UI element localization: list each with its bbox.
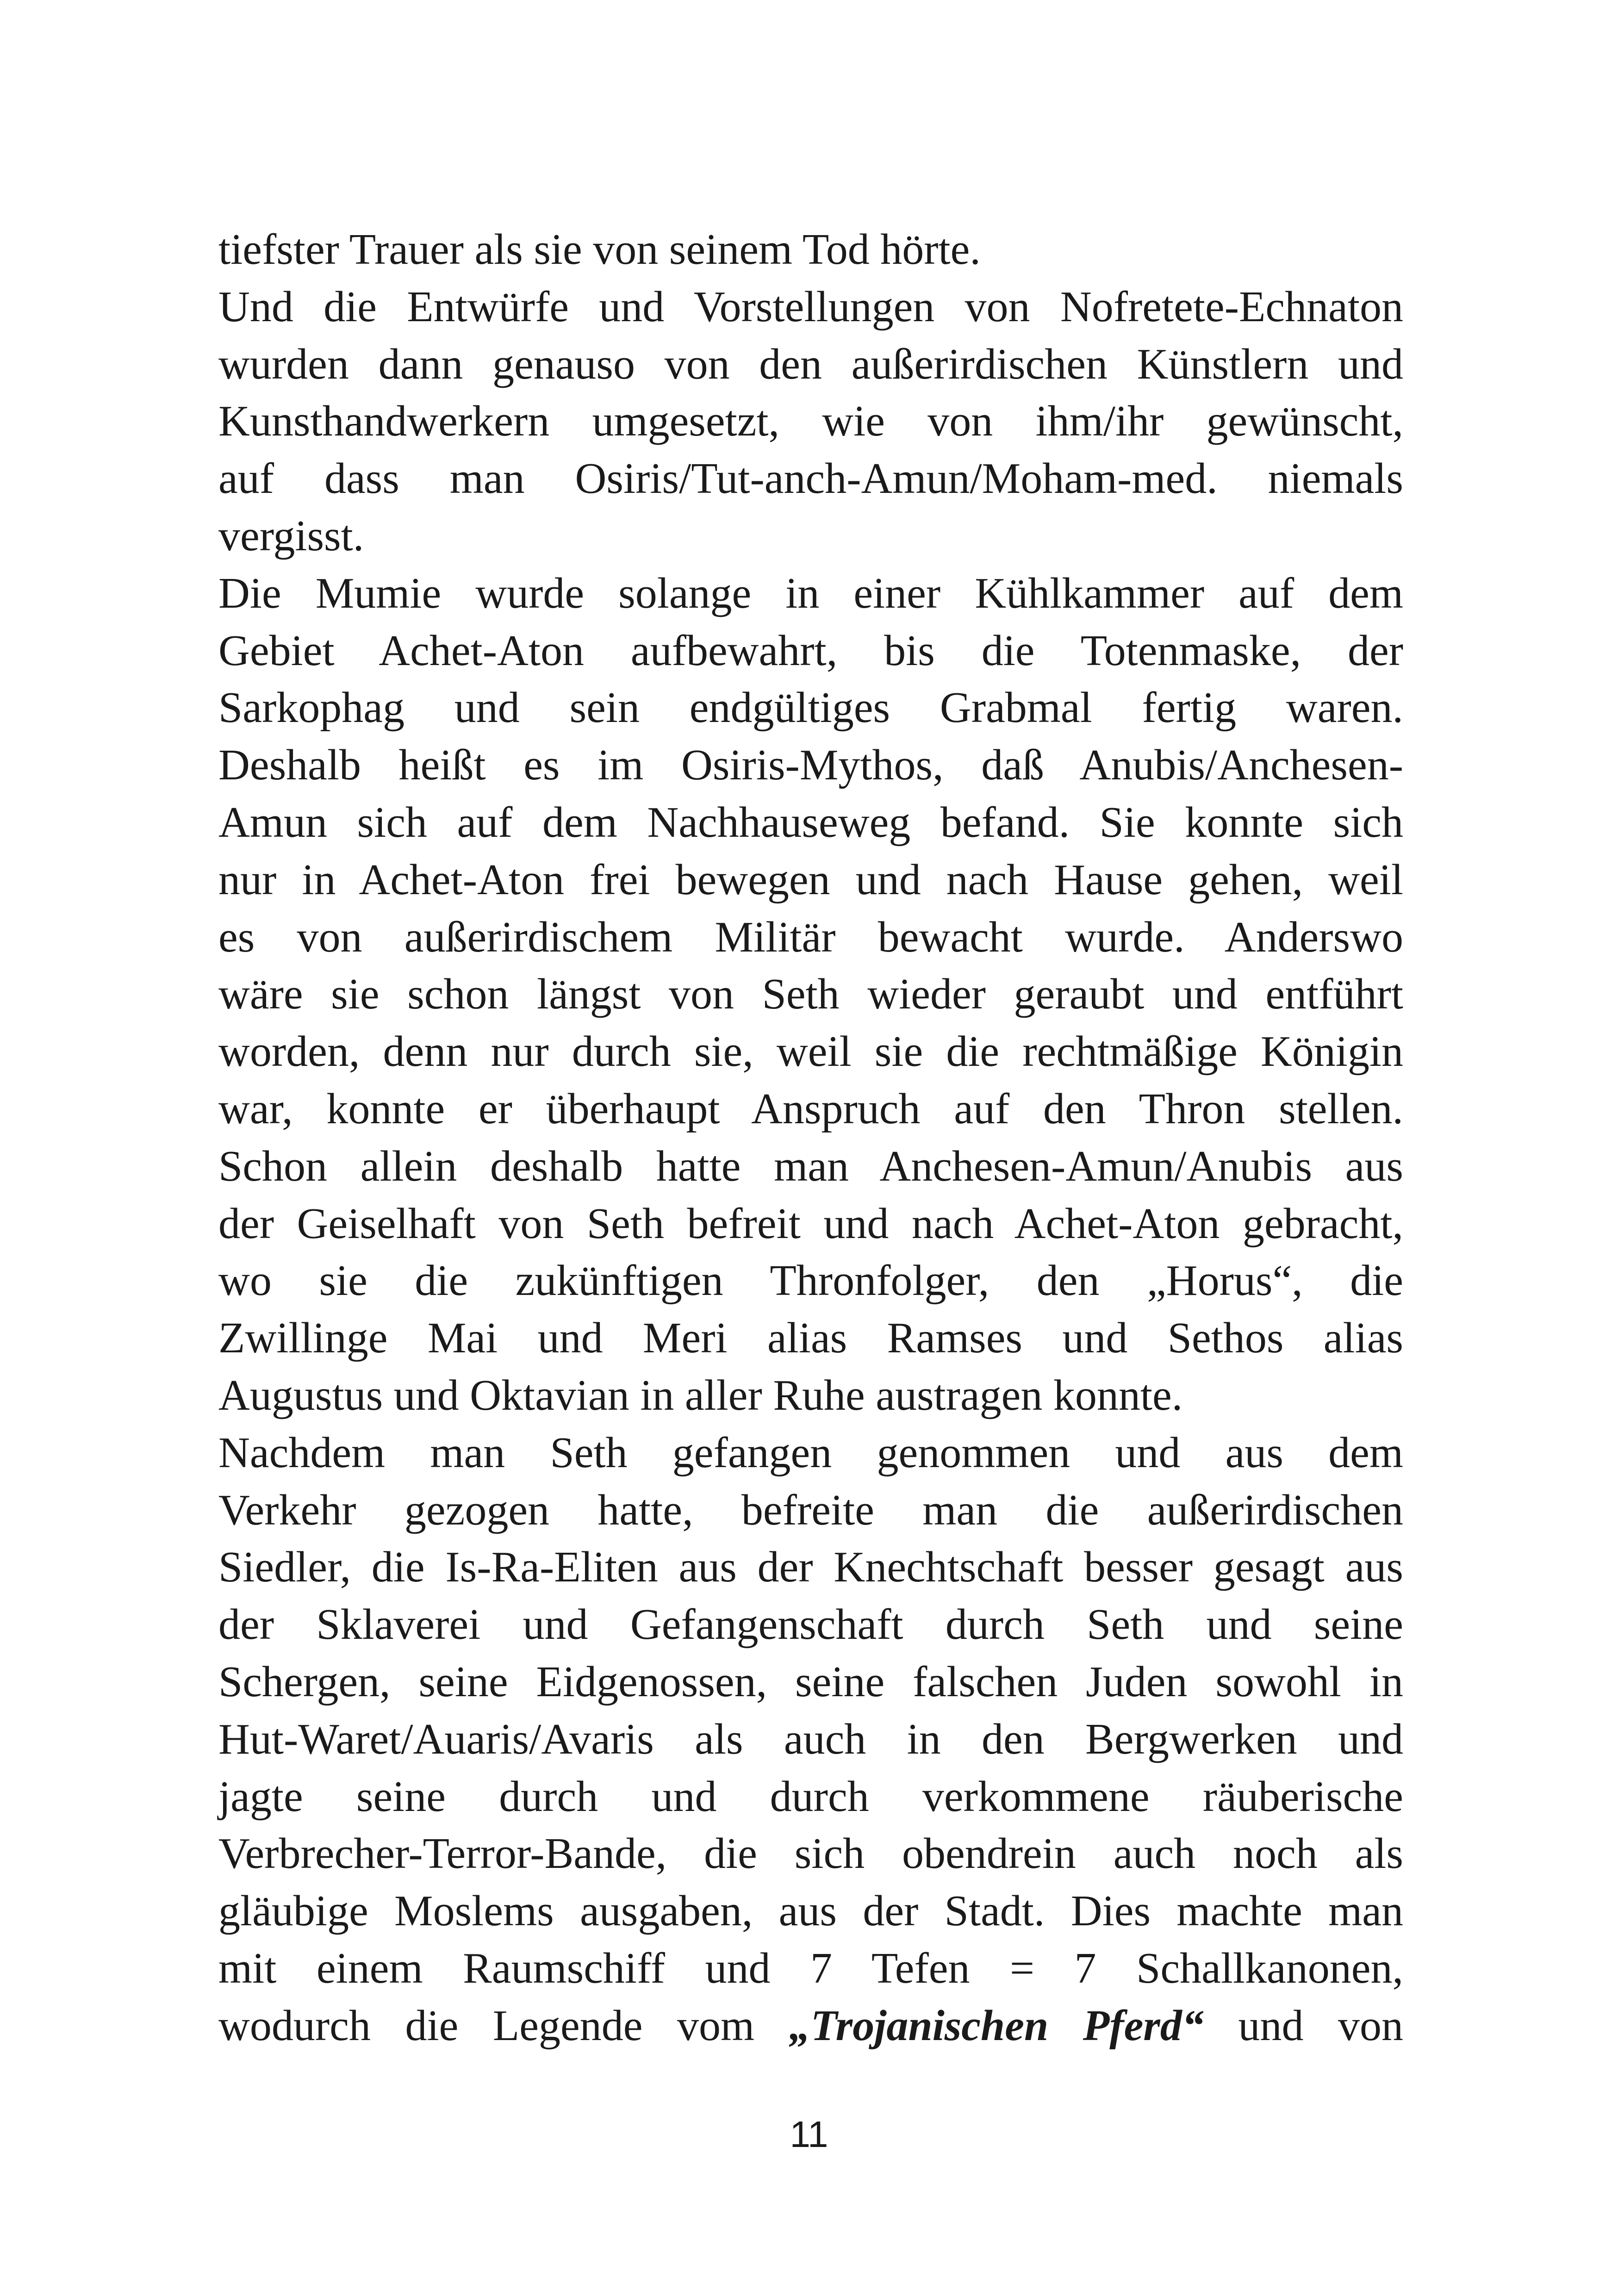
text-line-16: war, konnte er überhaupt Anspruch auf den Thron stellen. [218, 1084, 1403, 1133]
text-line-21: Augustus und Oktavian in aller Ruhe austragen konnte. [218, 1371, 1183, 1419]
text-line-2: Und die Entwürfe und Vorstellungen von Nofretete-Echnaton [218, 282, 1403, 331]
text-line-26: Schergen, seine Eidgenossen, seine falschen Juden sowohl in [218, 1657, 1403, 1706]
text-line-1: tiefster Trauer als sie von seinem Tod hörte. [218, 225, 981, 274]
text-line-20: Zwillinge Mai und Meri alias Ramses und Sethos alias [218, 1314, 1403, 1363]
text-line-15: worden, denn nur durch sie, weil sie die rechtmäßige Königin [218, 1027, 1403, 1076]
page-number: 11 [790, 2114, 828, 2155]
line-32-after: und von [1238, 2001, 1403, 2050]
text-line-28: jagte seine durch und durch verkommene räuberische [218, 1772, 1403, 1821]
text-line-27: Hut-Waret/Auaris/Avaris als auch in den Bergwerken und [218, 1715, 1403, 1763]
text-line-19: wo sie die zukünftigen Thronfolger, den „Horus“, die [218, 1257, 1403, 1305]
text-line-32 [218, 1997, 1403, 2055]
text-line-7: Die Mumie wurde solange in einer Kühlkammer auf dem [218, 569, 1403, 617]
text-line-10: Deshalb heißt es im Osiris-Mythos, daß Anubis/Anchesen- [218, 741, 1403, 790]
text-lines [218, 221, 1403, 1997]
text-line-31: mit einem Raumschiff und 7 Tefen = 7 Schallkanonen, [218, 1944, 1403, 1992]
body-text [218, 221, 1403, 2055]
emphasis-trojan-horse: „Trojanischen Pferd“ [789, 2001, 1204, 2050]
text-line-3: wurden dann genauso von den außerirdischen Künstlern und [218, 340, 1403, 388]
text-line-13: es von außerirdischem Militär bewacht wurde. Anderswo [218, 913, 1403, 961]
text-line-8: Gebiet Achet-Aton aufbewahrt, bis die Totenmaske, der [218, 626, 1403, 675]
text-line-12: nur in Achet-Aton frei bewegen und nach Hause gehen, weil [218, 855, 1403, 904]
text-line-9: Sarkophag und sein endgültiges Grabmal fertig waren. [218, 684, 1403, 732]
text-line-11: Amun sich auf dem Nachhauseweg befand. Sie konnte sich [218, 798, 1403, 846]
text-line-17: Schon allein deshalb hatte man Anchesen-Amun/Anubis aus [218, 1142, 1403, 1190]
text-line-18: der Geiselhaft von Seth befreit und nach Achet-Aton gebracht, [218, 1199, 1403, 1248]
text-line-29: Verbrecher-Terror-Bande, die sich obendrein auch noch als [218, 1829, 1403, 1878]
text-line-22: Nachdem man Seth gefangen genommen und aus dem [218, 1428, 1403, 1477]
text-line-25: der Sklaverei und Gefangenschaft durch Seth und seine [218, 1600, 1403, 1649]
text-line-4: Kunsthandwerkern umgesetzt, wie von ihm/ihr gewünscht, [218, 397, 1403, 446]
text-line-23: Verkehr gezogen hatte, befreite man die außerirdischen [218, 1486, 1403, 1534]
text-line-24: Siedler, die Is-Ra-Eliten aus der Knechtschaft besser gesagt aus [218, 1543, 1403, 1592]
text-line-30: gläubige Moslems ausgaben, aus der Stadt. Dies machte man [218, 1887, 1403, 1935]
line-32-before: wodurch die Legende vom [218, 2001, 755, 2050]
text-line-6: vergisst. [218, 511, 364, 560]
text-line-14: wäre sie schon längst von Seth wieder geraubt und entführt [218, 970, 1403, 1019]
text-line-5: auf dass man Osiris/Tut-anch-Amun/Moham-med. niemals [218, 454, 1403, 503]
